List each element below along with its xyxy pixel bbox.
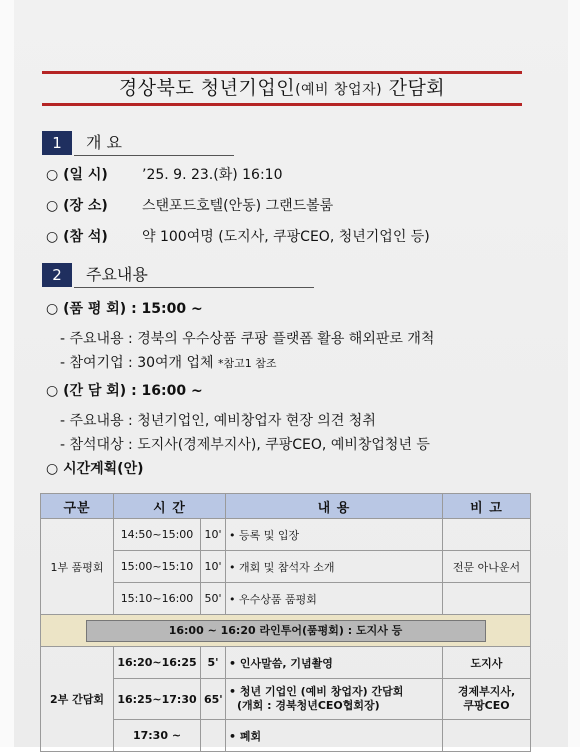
schedule-table [40,493,531,752]
part2-line-content: - 주요내용 : 청년기업인, 예비창업자 현장 의견 청취 [60,413,376,429]
table-row [41,551,531,583]
header-category: 구분 [41,494,114,519]
overview-item-place [46,196,333,216]
overview-attendees-value: 약 100여명 (도지사, 쿠팡CEO, 청년기업인 등) [142,229,430,245]
time-cell: 15:10~16:00 [114,583,201,615]
section-2-underline [74,287,314,288]
page-edge-right [568,0,580,747]
overview-date-label: ○ (일 시) [46,167,108,183]
overview-place-value: 스탠포드호텔(안동) 그랜드볼룸 [142,198,334,214]
section-1-underline [74,155,234,156]
remark-cell: 전문 아나운서 [443,551,531,583]
content-cell: • 인사말씀, 기념촬영 [226,647,443,679]
overview-place-label: ○ (장 소) [46,198,108,214]
duration-cell: 65' [201,679,226,720]
remark-cell: 도지사 [443,647,531,679]
section-1-number: 1 [42,131,72,155]
title-paren: (예비 창업자) [295,82,383,98]
line-tour-row [41,615,531,647]
header-content: 내 용 [226,494,443,519]
time-cell: 16:25~17:30 [114,679,201,720]
time-cell: 14:50~15:00 [114,519,201,551]
table-row [41,647,531,679]
time-cell: 17:30 ~ [114,720,201,752]
part1-reference-note: *참고1 참조 [218,357,277,370]
line-tour-cell [41,615,531,647]
overview-date-value: ’25. 9. 23.(화) 16:10 [142,167,283,183]
part1-label-cell: 1부 품평회 [41,519,114,615]
header-time: 시 간 [114,494,226,519]
part2-line-attendees: - 참석대상 : 도지사(경제부지사), 쿠팡CEO, 예비창업청년 등 [60,437,430,453]
content-line-1: • 청년 기업인 (예비 창업자) 간담회 [229,685,404,698]
table-row [41,679,531,720]
header-remarks: 비 고 [443,494,531,519]
title-main: 경상북도 청년기업인 [118,77,296,99]
part2-heading: ○ (간 담 회) : 16:00 ~ [46,383,203,399]
content-cell: • 개회 및 참석자 소개 [226,551,443,583]
duration-cell: 50' [201,583,226,615]
title-rule-bottom [42,103,522,106]
content-cell: • 폐회 [226,720,443,752]
part1-line-companies [60,353,277,374]
remark-line-1: 경제부지사, [457,685,516,698]
page-edge-left [0,0,14,747]
section-1-title: 개 요 [86,133,122,152]
overview-attendees-label: ○ (참 석) [46,229,108,245]
content-cell: • 우수상품 품평회 [226,583,443,615]
remark-cell [443,583,531,615]
content-line-2: (개회 : 경북청년CEO협회장) [237,699,380,712]
table-header-row [41,494,531,519]
remark-cell [443,679,531,720]
remark-cell [443,519,531,551]
title-tail: 간담회 [382,77,446,99]
section-2-title: 주요내용 [86,265,148,284]
table-row [41,519,531,551]
time-cell: 15:00~15:10 [114,551,201,583]
time-plan-heading: ○ 시간계획(안) [46,461,144,477]
line-tour-bar: 16:00 ~ 16:20 라인투어(품평회) : 도지사 등 [86,620,486,642]
section-2-number: 2 [42,263,72,287]
content-cell: • 등록 및 입장 [226,519,443,551]
part1-heading: ○ (품 평 회) : 15:00 ~ [46,301,203,317]
duration-cell: 5' [201,647,226,679]
overview-item-attendees [46,227,430,247]
remark-line-2: 쿠팡CEO [463,699,510,712]
content-cell [226,679,443,720]
duration-cell: 10' [201,551,226,583]
part2-label-cell: 2부 간담회 [41,647,114,752]
document-title [42,74,522,103]
part1-companies-text: - 참여기업 : 30여개 업체 [60,355,214,371]
time-cell: 16:20~16:25 [114,647,201,679]
duration-cell: 10' [201,519,226,551]
table-row [41,583,531,615]
part1-line-content: - 주요내용 : 경북의 우수상품 쿠팡 플랫폼 활용 해외판로 개척 [60,331,435,347]
overview-item-date [46,165,282,185]
